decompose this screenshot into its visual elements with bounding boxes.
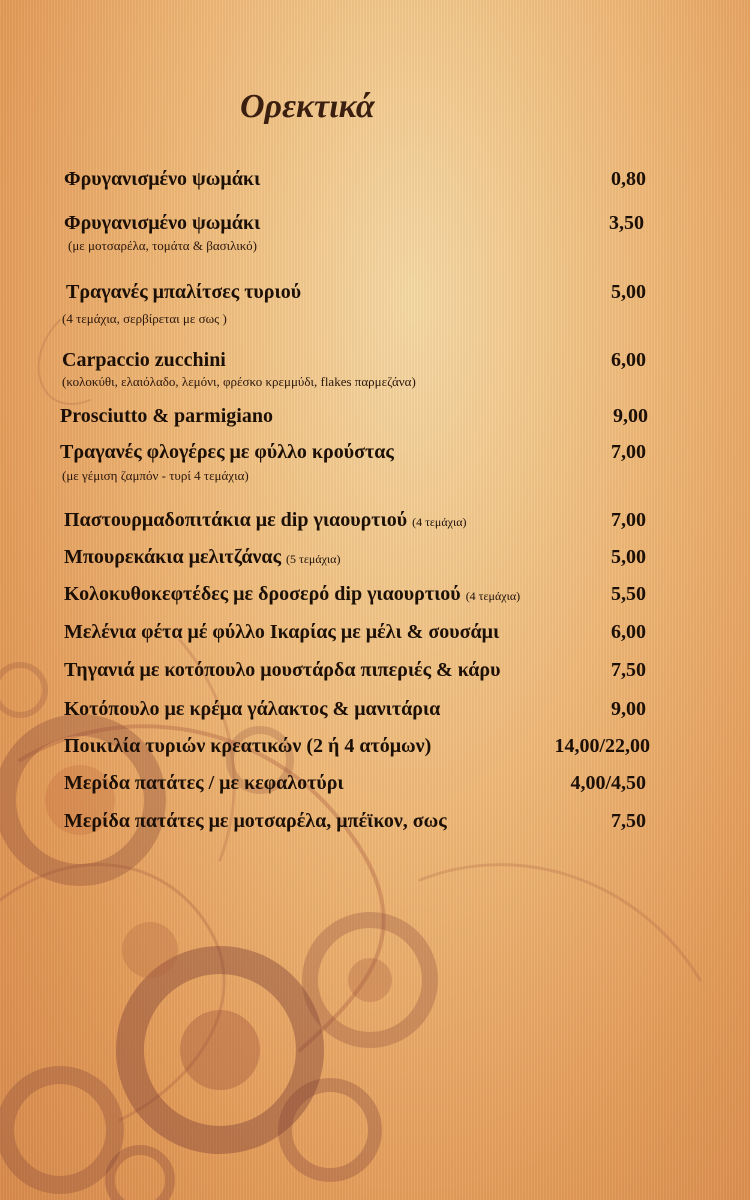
item-name: Ποικιλία τυριών κρεατικών (2 ή 4 ατόμων) xyxy=(64,735,432,757)
item-description: (4 τεμάχια, σερβίρεται με σως ) xyxy=(62,311,227,326)
item-price: 3,50 xyxy=(609,212,644,234)
item-portion-note: (4 τεμάχια) xyxy=(465,589,521,603)
item-name: Carpaccio zucchini xyxy=(62,349,226,371)
item-price: 0,80 xyxy=(611,168,646,190)
item-name: Μελένια φέτα μέ φύλλο Ικαρίας με μέλι & σουσάμι xyxy=(64,621,500,643)
item-description: (με γέμιση ζαμπόν - τυρί 4 τεμάχια) xyxy=(62,468,249,483)
item-price: 5,00 xyxy=(611,281,646,303)
item-name: Παστουρμαδοπιτάκια με dip γιαουρτιού (4 τεμάχια) xyxy=(64,509,467,531)
item-price: 14,00/22,00 xyxy=(554,735,650,757)
item-price: 6,00 xyxy=(611,621,646,643)
item-name: Κοτόπουλο με κρέμα γάλακτος & μανιτάρια xyxy=(64,698,441,720)
item-price: 9,00 xyxy=(611,698,646,720)
item-description: (κολοκύθι, ελαιόλαδο, λεμόνι, φρέσκο κρεμμύδι, flakes παρμεζάνα) xyxy=(62,374,416,389)
item-name: Μερίδα πατάτες / με κεφαλοτύρι xyxy=(64,772,344,794)
item-name: Prosciutto & parmigiano xyxy=(60,405,273,427)
item-name: Τραγανές φλογέρες με φύλλο κρούστας xyxy=(60,441,394,463)
item-name: Μερίδα πατάτες με μοτσαρέλα, μπέϊκον, σως xyxy=(64,810,447,832)
item-portion-note: (4 τεμάχια) xyxy=(412,515,467,529)
item-price: 5,50 xyxy=(611,583,646,605)
item-name: Φρυγανισμένο ψωμάκι xyxy=(64,168,261,190)
item-name: Τηγανιά με κοτόπουλο μουστάρδα πιπεριές & κάρυ xyxy=(64,659,501,681)
item-price: 7,00 xyxy=(611,441,646,463)
item-price: 4,00/4,50 xyxy=(570,772,646,794)
item-price: 7,50 xyxy=(611,810,646,832)
item-price: 7,50 xyxy=(611,659,646,681)
item-name: Μπουρεκάκια μελιτζάνας (5 τεμάχια) xyxy=(64,546,341,568)
item-price: 5,00 xyxy=(611,546,646,568)
item-price: 7,00 xyxy=(611,509,646,531)
item-name: Κολοκυθοκεφτέδες με δροσερό dip γιαουρτιού (4 τεμάχια) xyxy=(64,583,521,605)
item-portion-note: (5 τεμάχια) xyxy=(286,552,341,566)
item-name: Τραγανές μπαλίτσες τυριού xyxy=(66,281,302,303)
item-price: 6,00 xyxy=(611,349,646,371)
item-name: Φρυγανισμένο ψωμάκι xyxy=(64,212,261,234)
item-price: 9,00 xyxy=(613,405,648,427)
menu-title: Ορεκτικά xyxy=(240,88,375,125)
item-description: (με μοτσαρέλα, τομάτα & βασιλικό) xyxy=(68,238,257,253)
